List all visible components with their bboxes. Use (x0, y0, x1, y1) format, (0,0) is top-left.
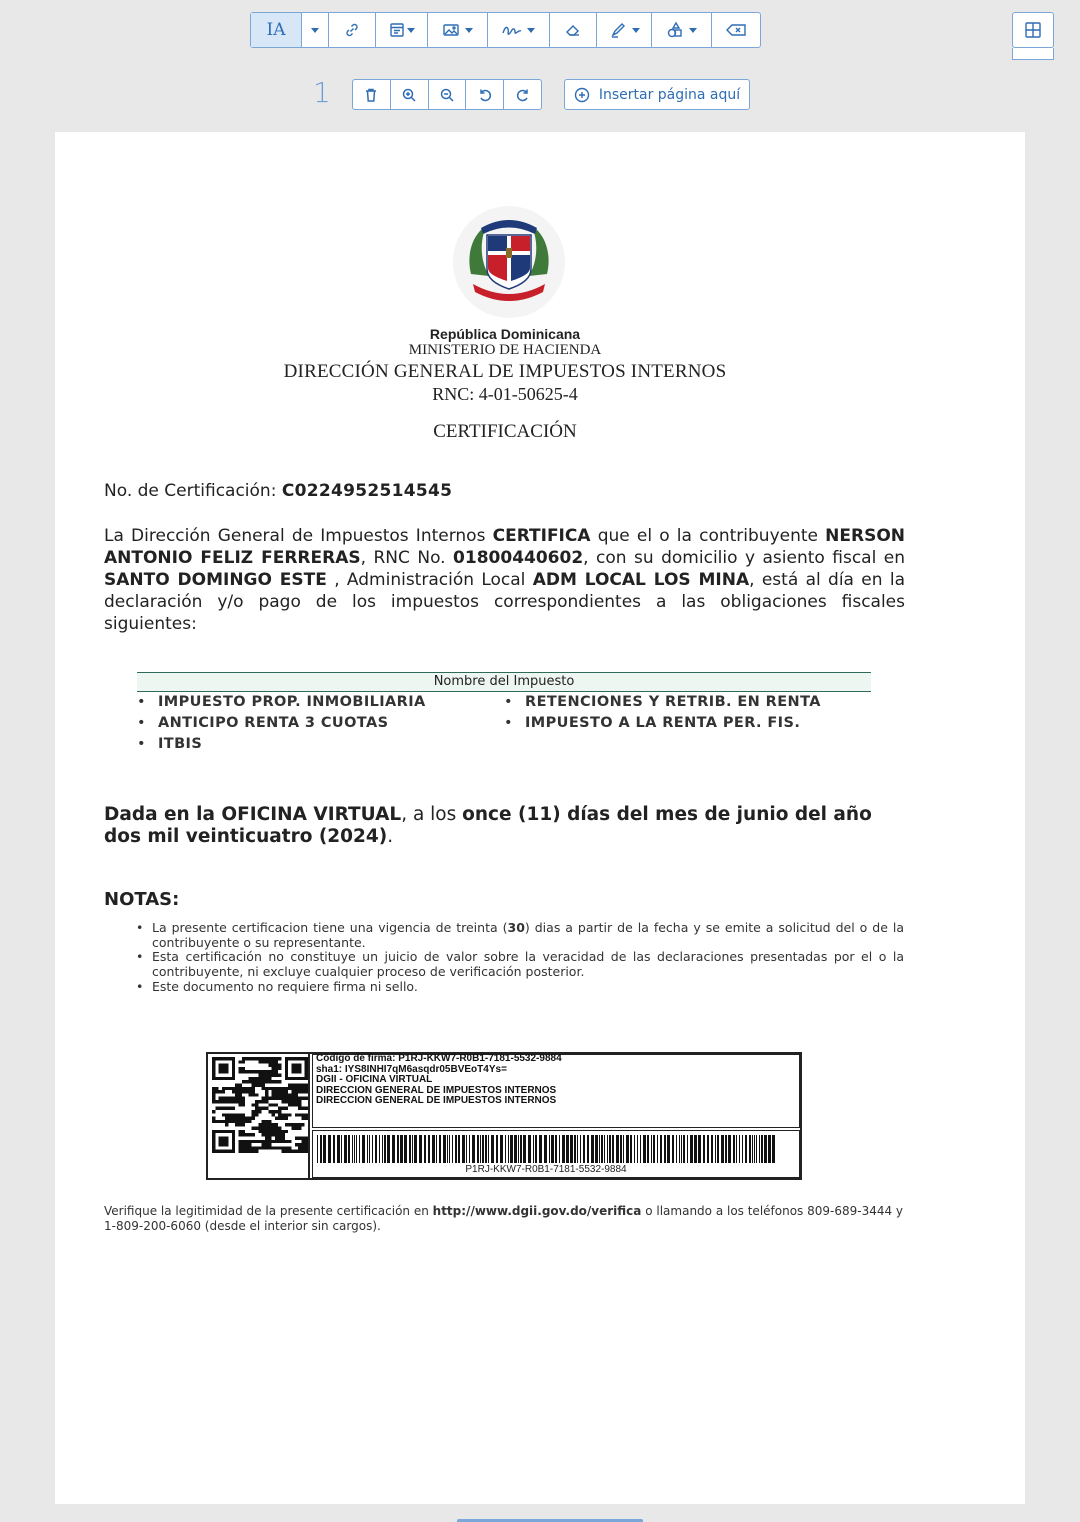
tax-table-header: Nombre del Impuesto (137, 672, 871, 692)
insert-page-button[interactable] (564, 79, 750, 110)
cert-label: No. de Certificación: (104, 481, 277, 501)
signature-button[interactable] (488, 13, 550, 47)
note-item (133, 921, 904, 950)
signature-issuer: DIRECCION GENERAL DE IMPUESTOS INTERNOS (316, 1084, 557, 1096)
zoom-out-button[interactable] (429, 80, 467, 109)
rotate-right-icon (515, 87, 531, 103)
issue-date-statement (104, 804, 905, 848)
rotate-left-button[interactable] (466, 80, 504, 109)
tax-item: • IMPUESTO A LA RENTA PER. FIS. (504, 713, 821, 734)
note-item: • Esta certificación no constituye un juicio de valor sobre la veracidad de las declaraciones presentadas por el o la contribuyente, ni excluye cualquier proceso de verificación posterior. (133, 950, 904, 979)
highlighter-button[interactable] (597, 13, 652, 47)
signature-info (316, 1054, 562, 1107)
document-title: CERTIFICACIÓN (433, 421, 577, 442)
coat-of-arms-seal (451, 204, 567, 320)
eraser-button[interactable] (550, 13, 597, 47)
shapes-button[interactable] (652, 13, 712, 47)
image-icon (442, 22, 460, 38)
local-admin: ADM LOCAL LOS MINA (532, 570, 750, 590)
tax-item: • ANTICIPO RENTA 3 CUOTAS (137, 713, 426, 734)
qr-code (212, 1057, 308, 1153)
header-ministry: MINISTERIO DE HACIENDA (408, 342, 602, 358)
para-text: , Administración Local (334, 570, 526, 590)
chevron-down-icon (407, 28, 415, 33)
rotate-left-icon (477, 87, 493, 103)
zoom-out-icon (439, 87, 455, 103)
barcode-text: P1RJ-KKW7-R0B1-7181-5532-9884 (465, 1164, 627, 1175)
taxpayer-location: SANTO DOMINGO ESTE (104, 570, 327, 590)
taxpayer-name: NERSON ANTONIO FELIZ FERRERAS (104, 526, 906, 568)
header-agency: DIRECCIÓN GENERAL DE IMPUESTOS INTERNOS (283, 361, 727, 382)
certification-paragraph (104, 525, 905, 635)
chevron-down-icon (689, 28, 697, 33)
notes-title: NOTAS: (104, 889, 180, 910)
header-rnc: RNC: 4-01-50625-4 (432, 384, 578, 404)
zoom-in-icon (401, 87, 417, 103)
zoom-in-button[interactable] (391, 80, 429, 109)
grid-icon (1024, 21, 1042, 39)
chevron-down-icon (632, 28, 640, 33)
chevron-down-icon (527, 28, 535, 33)
verification-note (104, 1204, 905, 1233)
certifica-word: CERTIFICA (492, 526, 591, 546)
signature-divider (308, 1052, 310, 1180)
insert-page-label: Insertar página aquí (598, 86, 741, 103)
note-item: • Este documento no requiere firma ni sello. (133, 980, 904, 995)
highlighter-icon (609, 21, 627, 39)
ai-text-dropdown[interactable] (302, 13, 329, 47)
verify-url[interactable]: http://www.dgii.gov.do/verifica (432, 1204, 642, 1218)
cert-number: C0224952514545 (281, 481, 453, 501)
note-text: La presente certificacion tiene una vigencia de treinta ( (152, 920, 508, 935)
certification-number-line (104, 481, 452, 501)
tax-item: • RETENCIONES Y RETRIB. EN RENTA (504, 692, 821, 713)
ai-text-label: IA (266, 20, 286, 40)
signature-issuer-2: DIRECCION GENERAL DE IMPUESTOS INTERNOS (316, 1095, 557, 1106)
tax-item: • IMPUESTO PROP. INMOBILIARIA (137, 692, 426, 713)
delete-page-button[interactable] (353, 80, 391, 109)
shapes-icon (666, 21, 684, 39)
verify-text: o llamando a los teléfonos 809-689-3444 y 1-809-200-6060 (desde el interior sin cargos). (104, 1204, 904, 1233)
backspace-icon (725, 23, 747, 37)
page-number: 1 (313, 76, 331, 109)
barcode (317, 1135, 775, 1163)
image-button[interactable] (428, 13, 488, 47)
tax-list-right (504, 692, 821, 734)
thumbnail-grid-button[interactable] (1012, 12, 1054, 48)
plus-circle-icon (574, 87, 590, 103)
notes-list (133, 921, 904, 995)
delete-selection-button[interactable] (712, 13, 760, 47)
link-button[interactable] (329, 13, 376, 47)
document-page (55, 132, 1025, 1504)
para-text: , con su domicilio y asiento fiscal en (583, 548, 906, 568)
page-controls (352, 79, 542, 110)
taxpayer-rnc: 01800440602 (453, 548, 584, 568)
note-text: ) dias a partir de la fecha y se emite a solicitud del o de la contribuyente o su representante. (152, 920, 904, 950)
para-text: que el o la contribuyente (597, 526, 818, 546)
para-text: La Dirección General de Impuestos Internos (104, 526, 486, 546)
given-text: . (387, 826, 394, 847)
verify-text: Verifique la legitimidad de la presente certificación en (104, 1204, 429, 1218)
tax-item: • ITBIS (137, 734, 426, 755)
signature-code: Código de firma: P1RJ-KKW7-R0B1-7181-5532-9884 (316, 1053, 562, 1064)
chevron-down-icon (465, 28, 473, 33)
form-field-button[interactable] (376, 13, 428, 47)
editor-toolbar (250, 12, 761, 48)
link-icon (343, 21, 361, 39)
given-text: Dada en la OFICINA VIRTUAL (104, 804, 402, 825)
grid-button-extension (1012, 48, 1054, 60)
chevron-down-icon (311, 28, 319, 33)
para-text: , RNC No. (360, 548, 446, 568)
trash-icon (363, 87, 379, 103)
given-text: , a los (401, 804, 457, 825)
form-field-icon (389, 22, 405, 38)
para-text: , está al día en la declaración y/o pago de los impuestos correspondientes a las obligaciones fiscales siguientes: (104, 570, 905, 634)
tax-list-left (137, 692, 426, 755)
rotate-right-button[interactable] (504, 80, 541, 109)
signature-origin: DGII - OFICINA VIRTUAL (316, 1074, 433, 1085)
issue-date: once (11) días del mes de junio del año dos mil veinticuatro (2024) (104, 804, 872, 847)
eraser-icon (564, 21, 582, 39)
header-country: República Dominicana (429, 326, 581, 342)
ai-text-button[interactable] (251, 13, 302, 47)
signature-icon (502, 23, 522, 37)
validity-days: 30 (507, 920, 525, 935)
signature-hash: sha1: IYS8INHI7qM6asqdr05BVEoT4Ys= (316, 1063, 507, 1075)
